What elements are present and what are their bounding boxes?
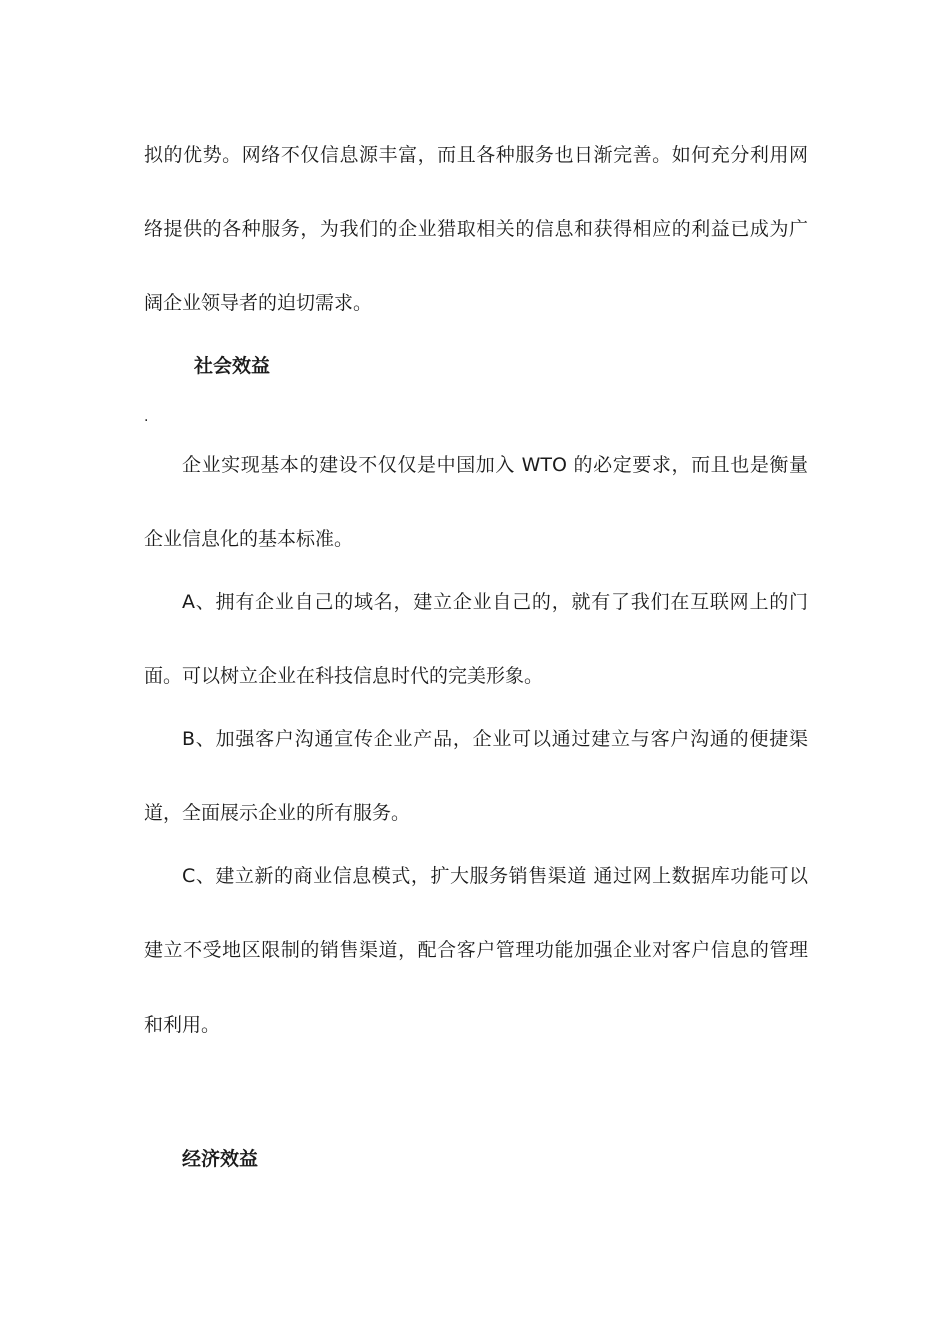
intro-line-1: 拟的优势。网络不仅信息源丰富，而且各种服务也日渐完善。如何充分利用网 — [144, 144, 808, 166]
heading-social-benefit: 社会效益 — [194, 355, 271, 377]
heading-economic-benefit: 经济效益 — [182, 1148, 259, 1170]
item-b-line-1: B、加强客户沟通宣传企业产品，企业可以通过建立与客户沟通的便捷渠 — [182, 728, 808, 750]
social-para-line-2: 企业信息化的基本标准。 — [144, 528, 354, 550]
item-c-line-3: 和利用。 — [144, 1014, 221, 1036]
item-c-line-2: 建立不受地区限制的销售渠道，配合客户管理功能加强企业对客户信息的管理 — [144, 939, 808, 961]
item-a-line-1: A、拥有企业自己的域名，建立企业自己的，就有了我们在互联网上的门 — [182, 591, 808, 613]
intro-line-3: 阔企业领导者的迫切需求。 — [144, 292, 373, 314]
item-c-line-1: C、建立新的商业信息模式，扩大服务销售渠道 通过网上数据库功能可以 — [182, 865, 808, 887]
social-para-line-1: 企业实现基本的建设不仅仅是中国加入 WTO 的必定要求，而且也是衡量 — [182, 454, 808, 476]
dot-mark: . — [144, 409, 149, 425]
intro-line-2: 络提供的各种服务，为我们的企业猎取相关的信息和获得相应的利益已成为广 — [144, 218, 808, 240]
item-b-line-2: 道，全面展示企业的所有服务。 — [144, 802, 411, 824]
item-a-line-2: 面。可以树立企业在科技信息时代的完美形象。 — [144, 665, 544, 687]
